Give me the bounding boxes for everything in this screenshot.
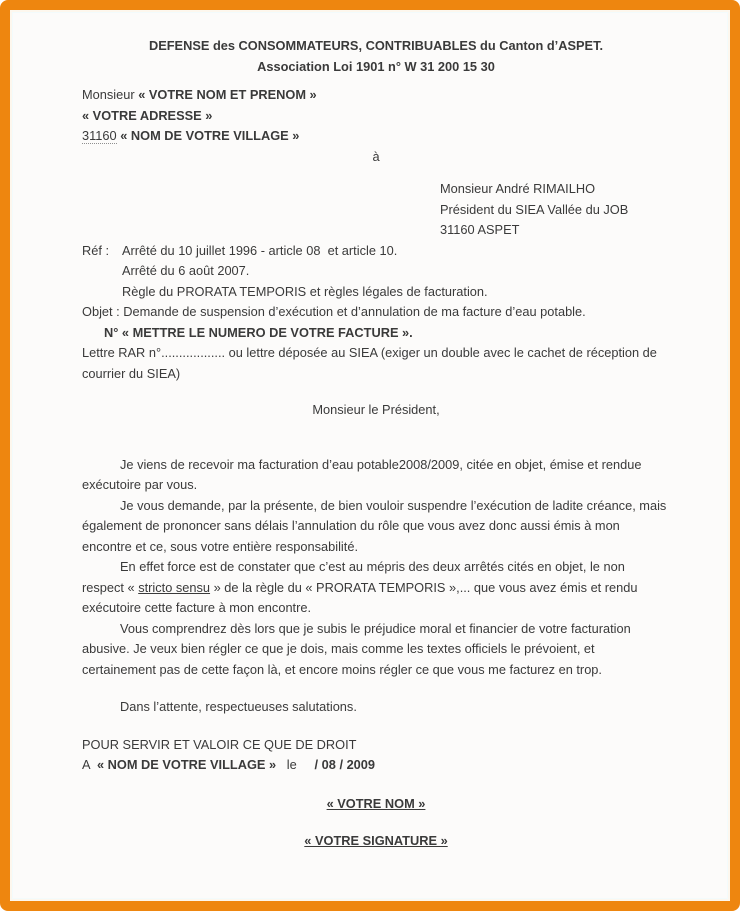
sender-salutation: Monsieur (82, 87, 139, 102)
paragraph-2: Je vous demande, par la présente, de bien vouloir suspendre l’exécution de ladite créance, mais également de prononcer sans délais l’annulation du rôle que vous avez donc aussi émis à mon encontre et ce, sous votre entière responsabilité. (82, 497, 667, 554)
closing-line: Dans l’attente, respectueuses salutations. (120, 699, 357, 714)
paragraph-3-before: En effet force est de constater que c’est au mépris des deux arrêtés cités en objet, le non respect « (82, 559, 625, 595)
reference-label: Réf : (82, 242, 110, 258)
association-header (82, 36, 670, 77)
sender-village-placeholder: « NOM DE VOTRE VILLAGE » (116, 128, 300, 143)
recipient-intro: à (372, 148, 380, 164)
association-registration: Association Loi 1901 n° W 31 200 15 30 (257, 58, 495, 74)
reference-line-2: Arrêté du 6 août 2007. (122, 263, 250, 278)
sender-name-line (82, 85, 670, 106)
recipient-name: Monsieur André RIMAILHO (440, 181, 596, 196)
letter-salutation: Monsieur le Président, (312, 402, 440, 417)
date-connector: le (276, 757, 297, 772)
invoice-number-line: N° « METTRE LE NUMERO DE VOTRE FACTURE ». (104, 324, 413, 340)
object-label: Objet : (82, 304, 124, 319)
reference-line-3: Règle du PRORATA TEMPORIS et règles légales de facturation. (122, 283, 488, 299)
paragraph-4: Vous comprendrez dès lors que je subis le préjudice moral et financier de votre facturation abusive. Je veux bien régler ce que je dois, mais comme les textes officiels le prévoient, et certainement pas de cette façon là, et encore moins régler ce que vous me facturez en trop. (82, 620, 631, 677)
signatory-name-placeholder (82, 794, 670, 815)
legal-mention: POUR SERVIR ET VALOIR CE QUE DE DROIT (82, 736, 357, 752)
paragraph-1: Je viens de recevoir ma facturation d’eau potable2008/2009, citée en objet, émise et rendue exécutoire par vous. (82, 456, 642, 492)
footer-village-placeholder: « NOM DE VOTRE VILLAGE » (96, 757, 277, 772)
paragraph-3-after: » de la règle du « PRORATA TEMPORIS »,... que vous avez émis et rendu exécutoire cette facture à mon encontre. (82, 579, 638, 615)
recipient-block (440, 179, 670, 241)
paragraph-3 (82, 557, 670, 619)
reference-line-1 (82, 241, 670, 262)
rar-note: Lettre RAR n°.................. ou lettre déposée au SIEA (exiger un double avec le cachet de réception de courrier du SIEA) (82, 345, 657, 381)
object-block (82, 302, 670, 343)
sender-postal-code: 31160 (82, 128, 117, 143)
association-name: DEFENSE des CONSOMMATEURS, CONTRIBUABLES du Canton d’ASPET. (148, 38, 604, 53)
recipient-title: Président du SIEA Vallée du JOB (440, 201, 629, 217)
sender-block (82, 85, 670, 147)
object-line (82, 302, 670, 323)
place-date-line (82, 755, 670, 776)
recipient-city: 31160 ASPET (440, 222, 520, 237)
sender-city-line (82, 126, 670, 147)
reference-line-1-text: Arrêté du 10 juillet 1996 - article 08 et article 10. (122, 242, 398, 258)
date-value: / 08 / 2009 (296, 757, 376, 772)
sender-address-placeholder: « VOTRE ADRESSE » (82, 107, 213, 123)
signatory-name-text: « VOTRE NOM » (326, 795, 426, 811)
stricto-sensu-underlined: stricto sensu (138, 579, 211, 595)
object-text: Demande de suspension d’exécution et d’annulation de ma facture d’eau potable. (123, 304, 586, 319)
place-prefix: A (82, 757, 97, 772)
reference-block (82, 241, 670, 303)
signature-text: « VOTRE SIGNATURE » (304, 833, 448, 848)
sender-name-placeholder: « VOTRE NOM ET PRENOM » (138, 87, 317, 102)
signature-placeholder (82, 831, 670, 852)
